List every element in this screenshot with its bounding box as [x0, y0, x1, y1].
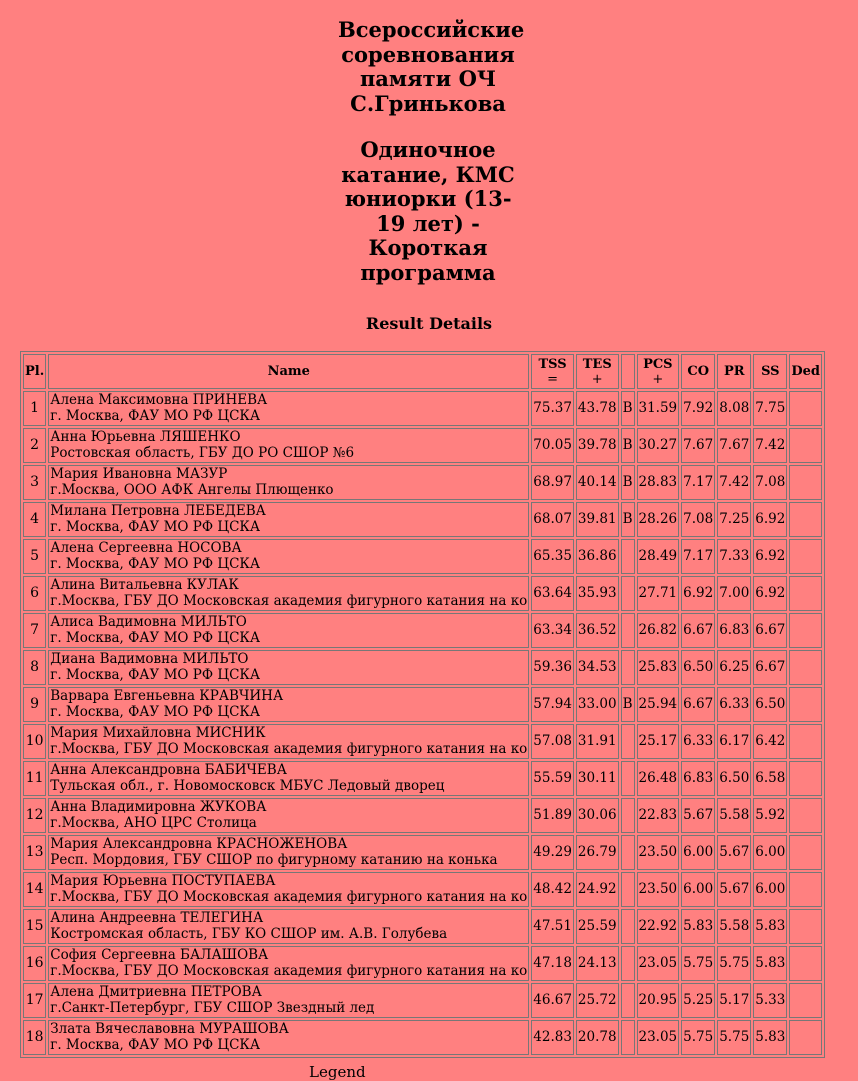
- col-header-tes-sub: +: [591, 371, 603, 387]
- tes-cell: 24.92: [576, 872, 619, 907]
- ded-cell: [789, 391, 822, 426]
- pcs-cell: 23.05: [637, 946, 680, 981]
- skater-name: Алена Максимовна ПРИНЕВА: [50, 392, 268, 408]
- skater-club: Костромская область, ГБУ КО СШОР им. А.В. Голубева: [50, 925, 448, 942]
- ded-cell: [789, 502, 822, 537]
- pcs-cell: 28.49: [637, 539, 680, 574]
- tes-cell: 36.86: [576, 539, 619, 574]
- pcs-cell: 25.17: [637, 724, 680, 759]
- skater-cell: [48, 798, 529, 833]
- skater-name: Анна Александровна БАБИЧЕВА: [50, 762, 287, 778]
- tss-cell: 70.05: [531, 428, 574, 463]
- skater-club: Ростовская область, ГБУ ДО РО СШОР №6: [50, 444, 355, 461]
- ss-cell: 5.92: [753, 798, 787, 833]
- co-cell: 5.25: [681, 983, 715, 1018]
- pr-cell: 7.25: [717, 502, 751, 537]
- ss-cell: 7.42: [753, 428, 787, 463]
- place-cell: 16: [23, 946, 46, 981]
- pcs-cell: 31.59: [637, 391, 680, 426]
- skater-name: София Сергеевна БАЛАШОВА: [50, 947, 269, 963]
- tss-cell: 51.89: [531, 798, 574, 833]
- pcs-cell: 25.94: [637, 687, 680, 722]
- bonus-cell: [621, 650, 635, 685]
- ss-cell: 6.92: [753, 539, 787, 574]
- skater-name: Алина Андреевна ТЕЛЕГИНА: [50, 910, 264, 926]
- skater-cell: [48, 613, 529, 648]
- tes-cell: 40.14: [576, 465, 619, 500]
- pr-cell: 6.50: [717, 761, 751, 796]
- pr-cell: 5.67: [717, 835, 751, 870]
- table-row: [23, 946, 822, 981]
- skater-club: г. Москва, ФАУ МО РФ ЦСКА: [50, 518, 261, 535]
- skater-club: г.Москва, ГБУ ДО Московская академия фигурного катания на ко: [50, 962, 528, 979]
- col-header-ss: SS: [753, 354, 787, 389]
- skater-name: Алена Сергеевна НОСОВА: [50, 540, 242, 556]
- skater-club: г.Санкт-Петербург, ГБУ СШОР Звездный лед: [50, 999, 375, 1016]
- table-row: [23, 539, 822, 574]
- pcs-cell: 30.27: [637, 428, 680, 463]
- skater-club: г.Москва, ГБУ ДО Московская академия фигурного катания на ко: [50, 888, 528, 905]
- co-cell: 6.67: [681, 613, 715, 648]
- tes-cell: 25.72: [576, 983, 619, 1018]
- place-cell: 11: [23, 761, 46, 796]
- tss-cell: 57.08: [531, 724, 574, 759]
- pcs-cell: 28.83: [637, 465, 680, 500]
- skater-cell: [48, 909, 529, 944]
- skater-name: Мария Михайловна МИСНИК: [50, 725, 266, 741]
- pr-cell: 7.33: [717, 539, 751, 574]
- bonus-cell: B: [621, 465, 635, 500]
- ded-cell: [789, 909, 822, 944]
- col-header-pcs-label: PCS: [643, 356, 673, 372]
- skater-name: Алена Дмитриевна ПЕТРОВА: [50, 984, 262, 1000]
- bonus-cell: [621, 835, 635, 870]
- pr-cell: 7.67: [717, 428, 751, 463]
- table-row: [23, 391, 822, 426]
- ss-cell: 6.50: [753, 687, 787, 722]
- skater-cell: [48, 576, 529, 611]
- skater-club: г. Москва, ФАУ МО РФ ЦСКА: [50, 629, 261, 646]
- pr-cell: 6.83: [717, 613, 751, 648]
- place-cell: 18: [23, 1020, 46, 1055]
- co-cell: 5.67: [681, 798, 715, 833]
- tes-cell: 39.78: [576, 428, 619, 463]
- co-cell: 6.00: [681, 872, 715, 907]
- co-cell: 5.75: [681, 1020, 715, 1055]
- place-cell: 13: [23, 835, 46, 870]
- legend-link[interactable]: Legend: [309, 1063, 366, 1081]
- tss-cell: 65.35: [531, 539, 574, 574]
- pr-cell: 6.25: [717, 650, 751, 685]
- place-cell: 12: [23, 798, 46, 833]
- skater-cell: [48, 391, 529, 426]
- co-cell: 5.75: [681, 946, 715, 981]
- bonus-cell: [621, 539, 635, 574]
- skater-cell: [48, 428, 529, 463]
- skater-name: Мария Юрьевна ПОСТУПАЕВА: [50, 873, 276, 889]
- co-cell: 7.67: [681, 428, 715, 463]
- table-row: [23, 465, 822, 500]
- col-header-tss-label: TSS: [538, 356, 567, 372]
- bonus-cell: [621, 724, 635, 759]
- ss-cell: 6.00: [753, 835, 787, 870]
- ss-cell: 6.42: [753, 724, 787, 759]
- table-row: [23, 502, 822, 537]
- table-row: [23, 872, 822, 907]
- col-header-tes-label: TES: [582, 356, 612, 372]
- tes-cell: 39.81: [576, 502, 619, 537]
- skater-name: Варвара Евгеньевна КРАВЧИНА: [50, 688, 284, 704]
- tss-cell: 46.67: [531, 983, 574, 1018]
- skater-cell: [48, 835, 529, 870]
- bonus-cell: [621, 872, 635, 907]
- tss-cell: 75.37: [531, 391, 574, 426]
- event-title: Всероссийские соревнования памяти ОЧ С.Гринькова: [338, 17, 525, 116]
- table-row: [23, 428, 822, 463]
- bonus-cell: B: [621, 502, 635, 537]
- co-cell: 6.83: [681, 761, 715, 796]
- bonus-cell: B: [621, 391, 635, 426]
- tss-cell: 59.36: [531, 650, 574, 685]
- tes-cell: 35.93: [576, 576, 619, 611]
- ded-cell: [789, 687, 822, 722]
- tss-cell: 49.29: [531, 835, 574, 870]
- table-row: [23, 650, 822, 685]
- skater-cell: [48, 724, 529, 759]
- table-row: [23, 1020, 822, 1055]
- ded-cell: [789, 576, 822, 611]
- table-row: [23, 761, 822, 796]
- skater-name: Диана Вадимовна МИЛЬТО: [50, 651, 249, 667]
- co-cell: 6.33: [681, 724, 715, 759]
- col-header-pr: PR: [717, 354, 751, 389]
- place-cell: 3: [23, 465, 46, 500]
- event-title-block: [338, 17, 525, 285]
- skater-cell: [48, 687, 529, 722]
- pcs-cell: 28.26: [637, 502, 680, 537]
- tss-cell: 42.83: [531, 1020, 574, 1055]
- ded-cell: [789, 539, 822, 574]
- table-row: [23, 613, 822, 648]
- pr-cell: 5.58: [717, 909, 751, 944]
- details-heading: Result Details: [365, 314, 493, 333]
- ded-cell: [789, 835, 822, 870]
- table-row: [23, 798, 822, 833]
- ss-cell: 6.92: [753, 502, 787, 537]
- tes-cell: 24.13: [576, 946, 619, 981]
- pr-cell: 6.17: [717, 724, 751, 759]
- col-header-pcs: [637, 354, 680, 389]
- event-category: Одиночное катание, КМС юниорки (13-19 лет) - Короткая программа: [341, 137, 515, 285]
- place-cell: 4: [23, 502, 46, 537]
- tes-cell: 30.06: [576, 798, 619, 833]
- bonus-cell: [621, 909, 635, 944]
- tes-cell: 20.78: [576, 1020, 619, 1055]
- ded-cell: [789, 946, 822, 981]
- tss-cell: 68.07: [531, 502, 574, 537]
- table-row: [23, 687, 822, 722]
- pcs-cell: 26.48: [637, 761, 680, 796]
- bonus-cell: [621, 613, 635, 648]
- col-header-tes: [576, 354, 619, 389]
- place-cell: 1: [23, 391, 46, 426]
- pr-cell: 7.42: [717, 465, 751, 500]
- tss-cell: 47.18: [531, 946, 574, 981]
- ded-cell: [789, 613, 822, 648]
- place-cell: 15: [23, 909, 46, 944]
- tss-cell: 68.97: [531, 465, 574, 500]
- skater-club: г. Москва, ФАУ МО РФ ЦСКА: [50, 555, 261, 572]
- skater-club: г.Москва, ГБУ ДО Московская академия фигурного катания на ко: [50, 592, 528, 609]
- pcs-cell: 20.95: [637, 983, 680, 1018]
- ss-cell: 6.58: [753, 761, 787, 796]
- place-cell: 14: [23, 872, 46, 907]
- ded-cell: [789, 798, 822, 833]
- tss-cell: 57.94: [531, 687, 574, 722]
- skater-name: Алиса Вадимовна МИЛЬТО: [50, 614, 247, 630]
- ded-cell: [789, 872, 822, 907]
- pcs-cell: 23.50: [637, 872, 680, 907]
- ss-cell: 7.75: [753, 391, 787, 426]
- tes-cell: 31.91: [576, 724, 619, 759]
- place-cell: 5: [23, 539, 46, 574]
- pcs-cell: 26.82: [637, 613, 680, 648]
- bonus-cell: [621, 1020, 635, 1055]
- co-cell: 7.17: [681, 465, 715, 500]
- place-cell: 7: [23, 613, 46, 648]
- col-header-pl: Pl.: [23, 354, 46, 389]
- bonus-cell: [621, 761, 635, 796]
- tes-cell: 36.52: [576, 613, 619, 648]
- col-header-name: Name: [48, 354, 529, 389]
- tes-cell: 26.79: [576, 835, 619, 870]
- co-cell: 6.67: [681, 687, 715, 722]
- skater-name: Мария Ивановна МАЗУР: [50, 466, 228, 482]
- skater-club: г. Москва, ФАУ МО РФ ЦСКА: [50, 703, 261, 720]
- ded-cell: [789, 983, 822, 1018]
- tss-cell: 48.42: [531, 872, 574, 907]
- co-cell: 6.92: [681, 576, 715, 611]
- results-header-row: [23, 354, 822, 389]
- col-header-tss-sub: =: [547, 371, 559, 387]
- pr-cell: 5.58: [717, 798, 751, 833]
- skater-name: Мария Александровна КРАСНОЖЕНОВА: [50, 836, 348, 852]
- skater-cell: [48, 539, 529, 574]
- bonus-cell: B: [621, 687, 635, 722]
- tss-cell: 63.64: [531, 576, 574, 611]
- skater-name: Анна Юрьевна ЛЯШЕНКО: [50, 429, 241, 445]
- skater-cell: [48, 872, 529, 907]
- pr-cell: 5.67: [717, 872, 751, 907]
- tss-cell: 55.59: [531, 761, 574, 796]
- results-body: [23, 391, 822, 1055]
- skater-club: г.Москва, ООО АФК Ангелы Плющенко: [50, 481, 334, 498]
- tes-cell: 25.59: [576, 909, 619, 944]
- ded-cell: [789, 761, 822, 796]
- bonus-cell: B: [621, 428, 635, 463]
- col-header-tss: [531, 354, 574, 389]
- ded-cell: [789, 428, 822, 463]
- ded-cell: [789, 650, 822, 685]
- co-cell: 6.50: [681, 650, 715, 685]
- place-cell: 9: [23, 687, 46, 722]
- pr-cell: 7.00: [717, 576, 751, 611]
- place-cell: 8: [23, 650, 46, 685]
- place-cell: 6: [23, 576, 46, 611]
- pr-cell: 8.08: [717, 391, 751, 426]
- skater-cell: [48, 761, 529, 796]
- table-row: [23, 835, 822, 870]
- col-header-pcs-sub: +: [652, 371, 664, 387]
- bonus-cell: [621, 983, 635, 1018]
- skater-name: Анна Владимировна ЖУКОВА: [50, 799, 267, 815]
- pcs-cell: 23.05: [637, 1020, 680, 1055]
- table-row: [23, 576, 822, 611]
- skater-club: Респ. Мордовия, ГБУ СШОР по фигурному катанию на конька: [50, 851, 498, 868]
- skater-club: г.Москва, АНО ЦРС Столица: [50, 814, 257, 831]
- table-row: [23, 724, 822, 759]
- skater-cell: [48, 1020, 529, 1055]
- bonus-cell: [621, 946, 635, 981]
- place-cell: 17: [23, 983, 46, 1018]
- ss-cell: 5.83: [753, 946, 787, 981]
- ss-cell: 5.33: [753, 983, 787, 1018]
- pcs-cell: 22.83: [637, 798, 680, 833]
- tes-cell: 34.53: [576, 650, 619, 685]
- skater-club: Тульская обл., г. Новомосковск МБУС Ледовый дворец: [50, 777, 445, 794]
- skater-club: г.Москва, ГБУ ДО Московская академия фигурного катания на ко: [50, 740, 528, 757]
- skater-club: г. Москва, ФАУ МО РФ ЦСКА: [50, 1036, 261, 1053]
- pr-cell: 5.75: [717, 946, 751, 981]
- pr-cell: 5.17: [717, 983, 751, 1018]
- co-cell: 7.08: [681, 502, 715, 537]
- col-header-co: CO: [681, 354, 715, 389]
- col-header-bonus: [621, 354, 635, 389]
- table-row: [23, 909, 822, 944]
- ded-cell: [789, 724, 822, 759]
- pr-cell: 6.33: [717, 687, 751, 722]
- ss-cell: 6.92: [753, 576, 787, 611]
- bonus-cell: [621, 798, 635, 833]
- results-table: [20, 351, 825, 1058]
- skater-name: Милана Петровна ЛЕБЕДЕВА: [50, 503, 266, 519]
- tes-cell: 33.00: [576, 687, 619, 722]
- skater-name: Злата Вячеславовна МУРАШОВА: [50, 1021, 289, 1037]
- skater-name: Алина Витальевна КУЛАК: [50, 577, 239, 593]
- place-cell: 2: [23, 428, 46, 463]
- tes-cell: 30.11: [576, 761, 619, 796]
- skater-cell: [48, 502, 529, 537]
- col-header-ded: Ded: [789, 354, 822, 389]
- skater-club: г. Москва, ФАУ МО РФ ЦСКА: [50, 407, 261, 424]
- co-cell: 5.83: [681, 909, 715, 944]
- place-cell: 10: [23, 724, 46, 759]
- ded-cell: [789, 1020, 822, 1055]
- ss-cell: 5.83: [753, 1020, 787, 1055]
- co-cell: 7.92: [681, 391, 715, 426]
- co-cell: 7.17: [681, 539, 715, 574]
- ss-cell: 6.67: [753, 613, 787, 648]
- ss-cell: 6.67: [753, 650, 787, 685]
- pr-cell: 5.75: [717, 1020, 751, 1055]
- pcs-cell: 25.83: [637, 650, 680, 685]
- tss-cell: 47.51: [531, 909, 574, 944]
- skater-cell: [48, 465, 529, 500]
- ded-cell: [789, 465, 822, 500]
- ss-cell: 7.08: [753, 465, 787, 500]
- tss-cell: 63.34: [531, 613, 574, 648]
- pcs-cell: 27.71: [637, 576, 680, 611]
- skater-cell: [48, 983, 529, 1018]
- bonus-cell: [621, 576, 635, 611]
- pcs-cell: 23.50: [637, 835, 680, 870]
- co-cell: 6.00: [681, 835, 715, 870]
- tes-cell: 43.78: [576, 391, 619, 426]
- ss-cell: 6.00: [753, 872, 787, 907]
- skater-cell: [48, 946, 529, 981]
- ss-cell: 5.83: [753, 909, 787, 944]
- table-row: [23, 983, 822, 1018]
- skater-club: г. Москва, ФАУ МО РФ ЦСКА: [50, 666, 261, 683]
- skater-cell: [48, 650, 529, 685]
- pcs-cell: 22.92: [637, 909, 680, 944]
